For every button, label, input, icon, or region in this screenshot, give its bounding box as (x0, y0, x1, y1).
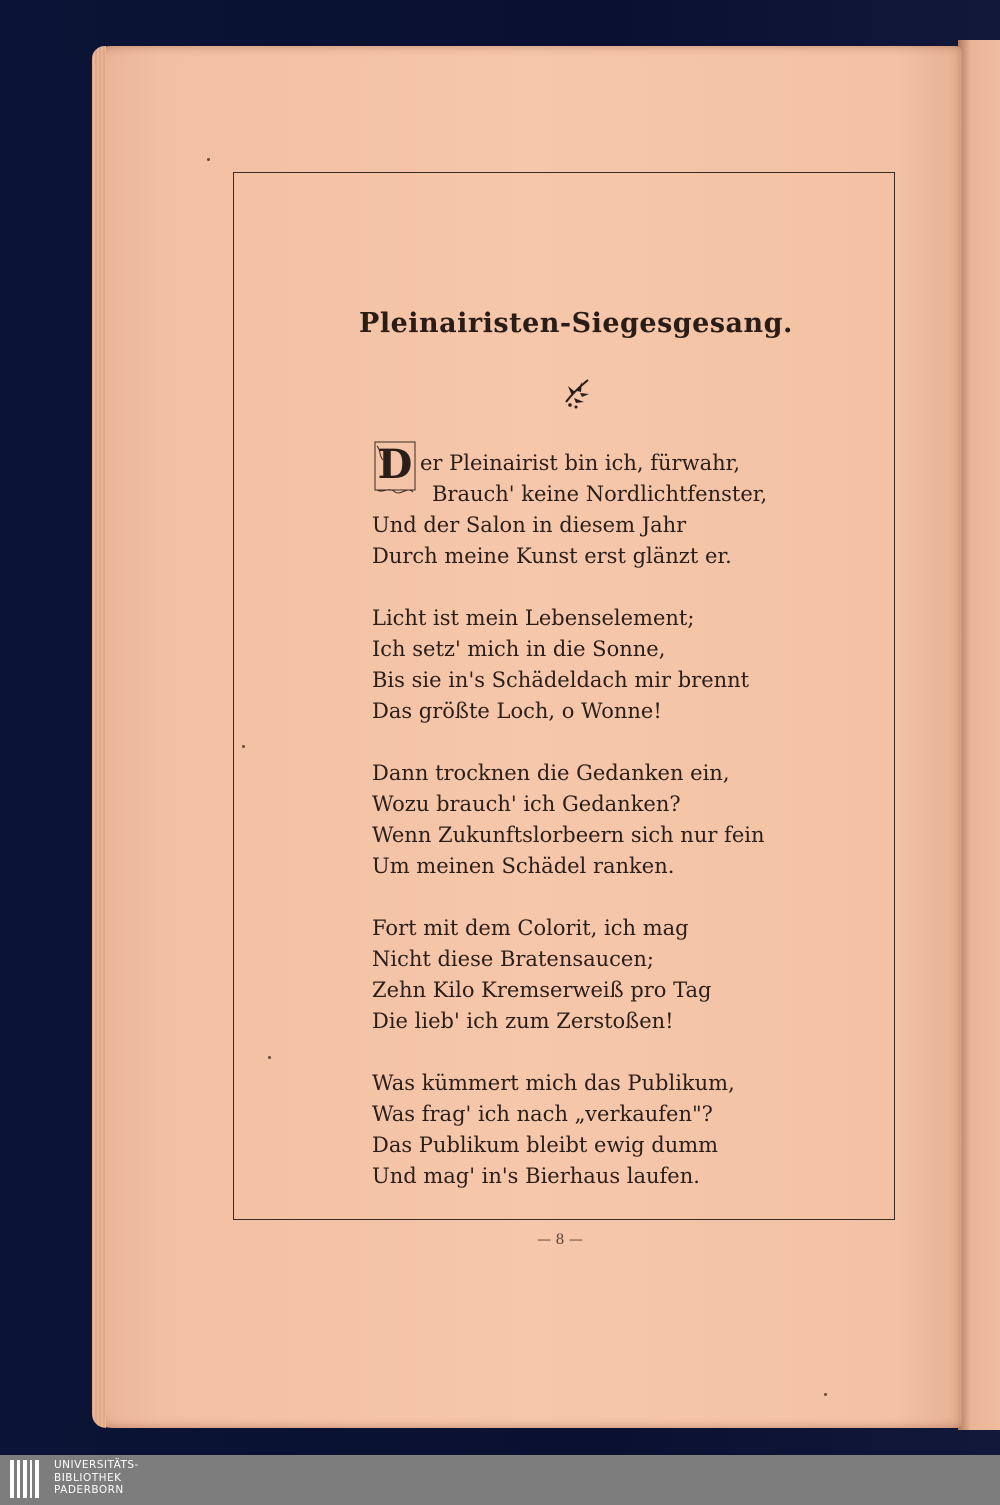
poem-line: Licht ist mein Lebenselement; (372, 606, 695, 630)
ornament-icon (560, 372, 594, 412)
poem-line: Durch meine Kunst erst glänzt er. (372, 544, 732, 568)
poem-line: Ich setz' mich in die Sonne, (372, 637, 666, 661)
stanza (372, 913, 772, 1037)
poem-line: Und der Salon in diesem Jahr (372, 513, 687, 537)
poem-body (372, 448, 772, 1223)
poem-line: Nicht diese Bratensaucen; (372, 947, 654, 971)
library-name-line: UNIVERSITÄTS- (54, 1459, 139, 1471)
library-name-line: PADERBORN (54, 1484, 124, 1496)
poem-line: Dann trocknen die Gedanken ein, (372, 761, 730, 785)
page-number: — 8 — (537, 1232, 583, 1248)
poem-line: Was frag' ich nach „verkaufen"? (372, 1102, 713, 1126)
poem-line: er Pleinairist bin ich, fürwahr, (420, 451, 741, 475)
poem-line: Zehn Kilo Kremserweiß pro Tag (372, 978, 712, 1002)
stanza (372, 448, 772, 572)
page-stack-edge (92, 46, 106, 1428)
poem-line: Das größte Loch, o Wonne! (372, 699, 662, 723)
adjacent-page-edge (958, 40, 1000, 1430)
library-name (54, 1459, 234, 1497)
drop-cap-letter: D (377, 441, 413, 488)
poem-title: Pleinairisten-Siegesgesang. (359, 308, 793, 339)
stanza (372, 758, 772, 882)
poem-line: Brauch' keine Nordlichtfenster, (432, 482, 768, 506)
poem-line: Um meinen Schädel ranken. (372, 854, 675, 878)
stanza (372, 1068, 772, 1192)
poem-line: Bis sie in's Schädeldach mir brennt (372, 668, 750, 692)
poem-line: Die lieb' ich zum Zerstoßen! (372, 1009, 674, 1033)
poem-line: Wenn Zukunftslorbeern sich nur fein (372, 823, 765, 847)
stanza (372, 603, 772, 727)
poem-line: Das Publikum bleibt ewig dumm (372, 1133, 719, 1157)
library-logo-icon (8, 1458, 44, 1502)
paper-speck (824, 1393, 827, 1396)
library-name-line: BIBLIOTHEK (54, 1471, 122, 1484)
poem-line: Was kümmert mich das Publikum, (372, 1071, 735, 1095)
poem-line: Fort mit dem Colorit, ich mag (372, 916, 689, 940)
poem-line: Und mag' in's Bierhaus laufen. (372, 1164, 700, 1188)
paper-speck (207, 158, 210, 161)
poem-line: Wozu brauch' ich Gedanken? (372, 792, 681, 816)
